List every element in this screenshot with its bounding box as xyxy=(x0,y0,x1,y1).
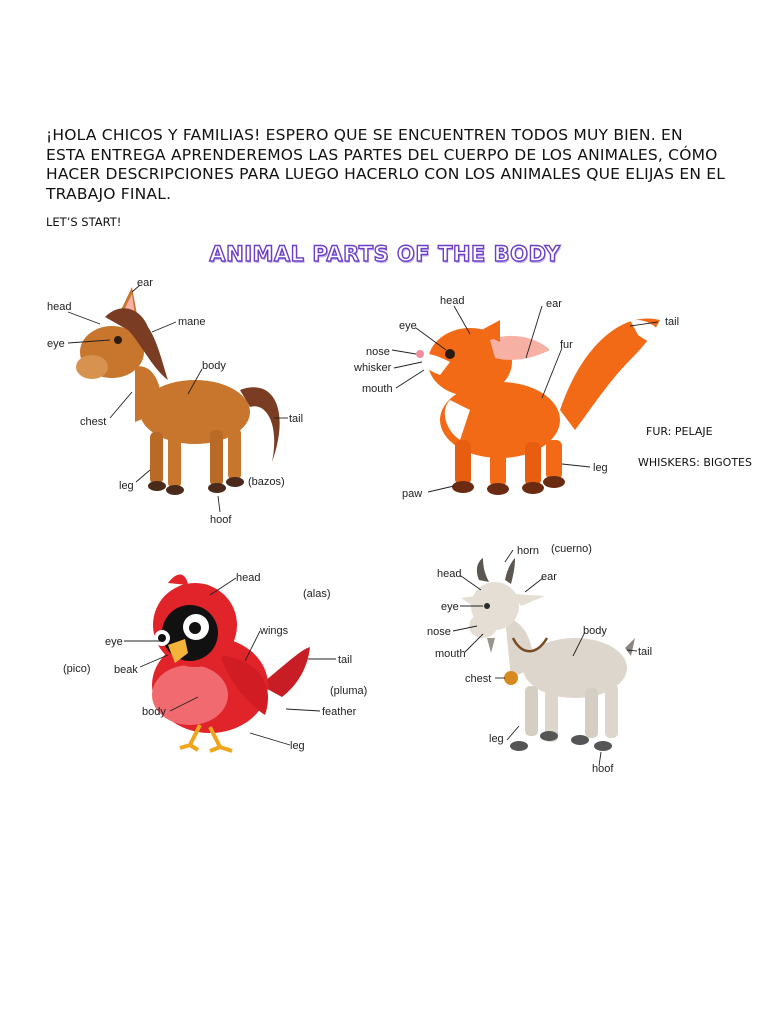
fox-label-leg: leg xyxy=(593,462,608,474)
fox-figure xyxy=(416,318,665,495)
goat-label-tail: tail xyxy=(638,646,653,658)
bird-label-wings: wings xyxy=(260,625,289,637)
fox-label-mouth: mouth xyxy=(362,383,393,395)
bird-label-leg: leg xyxy=(290,740,305,752)
bird-label-eye: eye xyxy=(105,636,123,648)
cardinal-illustration xyxy=(60,565,390,765)
horse-label-mane: mane xyxy=(178,316,206,328)
whiskers-translation-note: WHISKERS: BIGOTES xyxy=(638,456,752,469)
goat-illustration xyxy=(425,538,675,778)
fox-label-head: head xyxy=(440,295,465,307)
goat-label-ear: ear xyxy=(541,571,557,583)
horse-label-chest: chest xyxy=(80,416,107,428)
bird-label-alas: (alas) xyxy=(303,588,331,600)
fox-label-ear: ear xyxy=(546,298,562,310)
fox-label-fur: fur xyxy=(560,339,573,351)
horse-label-head: head xyxy=(47,301,72,313)
fur-translation-note: FUR: PELAJE xyxy=(646,425,713,438)
bird-label-beak: beak xyxy=(114,664,138,676)
bird-label-pluma: (pluma) xyxy=(330,685,368,697)
goat-label-mouth: mouth xyxy=(435,648,466,660)
cardinal-figure xyxy=(152,575,310,751)
worksheet-title: ANIMAL PARTS OF THE BODY xyxy=(209,242,561,266)
bird-label-body: body xyxy=(142,706,166,718)
goat-label-chest: chest xyxy=(465,673,492,685)
horse-label-eye: eye xyxy=(47,338,65,350)
bird-label-tail: tail xyxy=(338,654,353,666)
bird-label-head: head xyxy=(236,572,261,584)
bird-label-pico: (pico) xyxy=(63,663,91,675)
horse-label-ear: ear xyxy=(137,277,153,289)
horse-label-tail: tail xyxy=(289,413,304,425)
horse-illustration xyxy=(40,272,320,532)
fox-label-tail: tail xyxy=(665,316,680,328)
goat-label-body: body xyxy=(583,625,607,637)
fox-label-paw: paw xyxy=(402,488,423,500)
goat-label-horn: horn xyxy=(517,545,540,557)
goat-figure xyxy=(461,558,635,751)
fox-illustration xyxy=(350,290,690,510)
bird-label-feather: feather xyxy=(322,706,357,718)
horse-label-leg: leg xyxy=(119,480,134,492)
horse-label-body: body xyxy=(202,360,226,372)
goat-label-leg: leg xyxy=(489,733,504,745)
goat-label-nose: nose xyxy=(427,626,451,638)
horse-label-bazos: (bazos) xyxy=(248,476,285,488)
goat-label-hoof: hoof xyxy=(592,763,614,775)
intro-paragraph: ¡HOLA CHICOS Y FAMILIAS! ESPERO QUE SE ENCUENTREN TODOS MUY BIEN. EN ESTA ENTREGA APRENDEREMOS LAS PARTES DEL CUERPO DE LOS ANIMALES, CÓMO HACER DESCRIPCIONES PARA LUEGO HACERLO CON LOS ANIMALES QUE ELIJAS EN EL TRABAJO FINAL. xyxy=(46,126,726,203)
fox-label-whisker: whisker xyxy=(354,362,392,374)
goat-label-cuerno: (cuerno) xyxy=(551,543,592,555)
goat-label-eye: eye xyxy=(441,601,459,613)
goat-label-head: head xyxy=(437,568,462,580)
lets-start-heading: LET’S START! xyxy=(46,215,122,229)
fox-label-nose: nose xyxy=(366,346,390,358)
fox-label-eye: eye xyxy=(399,320,417,332)
horse-label-hoof: hoof xyxy=(210,514,232,526)
